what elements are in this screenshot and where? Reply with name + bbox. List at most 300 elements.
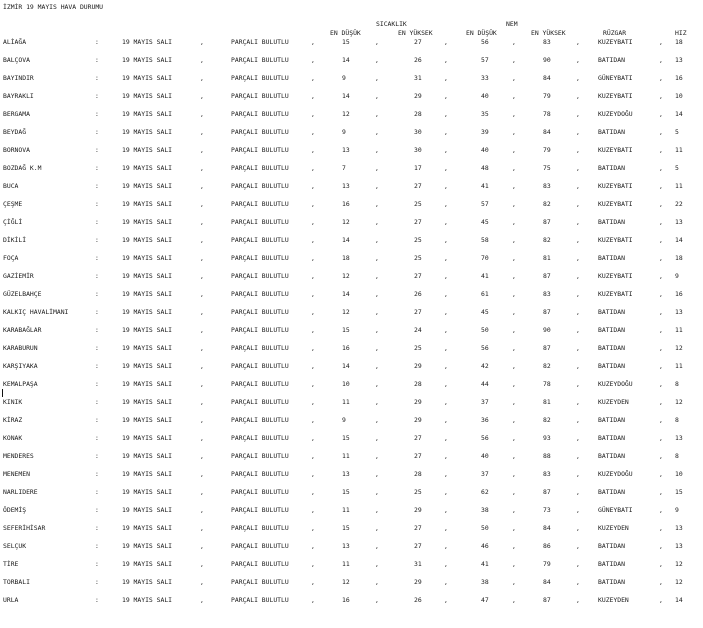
district-name: BOZDAĞ K.M (3, 164, 42, 172)
temp-min-cell: 13 (342, 542, 350, 550)
humidity-min-cell: 40 (481, 452, 489, 460)
comma-separator: , (311, 488, 315, 496)
temp-min-cell: 14 (342, 290, 350, 298)
colon-separator: : (95, 398, 99, 406)
temp-max-cell: 31 (414, 74, 422, 82)
comma-separator: , (444, 254, 448, 262)
comma-separator: , (512, 470, 516, 478)
comma-separator: , (311, 110, 315, 118)
comma-separator: , (311, 506, 315, 514)
comma-separator: , (375, 596, 379, 604)
temp-max-cell: 31 (414, 560, 422, 568)
humidity-max-cell: 79 (543, 560, 551, 568)
wind-direction-cell: KUZEYDEN (598, 398, 629, 406)
date-cell: 19 MAYIS SALI (122, 560, 173, 568)
comma-separator: , (200, 488, 204, 496)
wind-direction-cell: BATIDAN (598, 254, 625, 262)
temp-max-cell: 27 (414, 542, 422, 550)
temp-min-cell: 12 (342, 578, 350, 586)
comma-separator: , (375, 74, 379, 82)
table-row (0, 398, 703, 410)
temp-min-cell: 18 (342, 254, 350, 262)
comma-separator: , (375, 560, 379, 568)
temp-max-cell: 25 (414, 236, 422, 244)
table-row (0, 92, 703, 104)
colon-separator: : (95, 74, 99, 82)
table-row (0, 542, 703, 554)
comma-separator: , (311, 416, 315, 424)
wind-direction-cell: KUZEYDOĞU (598, 470, 633, 478)
temp-max-cell: 17 (414, 164, 422, 172)
district-name: BEYDAĞ (3, 128, 27, 136)
humidity-min-cell: 37 (481, 470, 489, 478)
colon-separator: : (95, 110, 99, 118)
wind-speed-cell: 12 (675, 560, 683, 568)
condition-cell: PARÇALI BULUTLU (231, 452, 289, 460)
comma-separator: , (444, 344, 448, 352)
comma-separator: , (311, 452, 315, 460)
comma-separator: , (200, 272, 204, 280)
comma-separator: , (375, 362, 379, 370)
humidity-min-cell: 61 (481, 290, 489, 298)
header-nem-en-dusuk: EN DÜŞÜK (466, 29, 497, 37)
humidity-max-cell: 81 (543, 398, 551, 406)
condition-cell: PARÇALI BULUTLU (231, 110, 289, 118)
table-row (0, 290, 703, 302)
wind-speed-cell: 13 (675, 434, 683, 442)
wind-direction-cell: GÜNEYBATI (598, 74, 633, 82)
comma-separator: , (576, 164, 580, 172)
humidity-min-cell: 38 (481, 506, 489, 514)
comma-separator: , (200, 38, 204, 46)
condition-cell: PARÇALI BULUTLU (231, 218, 289, 226)
temp-min-cell: 16 (342, 596, 350, 604)
district-name: KARABAĞLAR (3, 326, 42, 334)
wind-speed-cell: 11 (675, 362, 683, 370)
wind-speed-cell: 18 (675, 38, 683, 46)
comma-separator: , (375, 200, 379, 208)
wind-direction-cell: KUZEYBATI (598, 272, 633, 280)
wind-direction-cell: BATIDAN (598, 488, 625, 496)
temp-min-cell: 14 (342, 236, 350, 244)
comma-separator: , (200, 452, 204, 460)
comma-separator: , (200, 380, 204, 388)
condition-cell: PARÇALI BULUTLU (231, 506, 289, 514)
temp-max-cell: 27 (414, 524, 422, 532)
comma-separator: , (512, 236, 516, 244)
humidity-max-cell: 82 (543, 416, 551, 424)
comma-separator: , (311, 74, 315, 82)
humidity-min-cell: 45 (481, 218, 489, 226)
wind-direction-cell: KUZEYBATI (598, 290, 633, 298)
comma-separator: , (576, 326, 580, 334)
district-name: BUCA (3, 182, 19, 190)
district-name: GAZİEMİR (3, 272, 34, 280)
comma-separator: , (576, 254, 580, 262)
comma-separator: , (444, 290, 448, 298)
humidity-min-cell: 50 (481, 524, 489, 532)
wind-direction-cell: KUZEYBATI (598, 92, 633, 100)
wind-direction-cell: KUZEYDEN (598, 596, 629, 604)
table-row (0, 128, 703, 140)
comma-separator: , (512, 74, 516, 82)
humidity-min-cell: 56 (481, 38, 489, 46)
colon-separator: : (95, 200, 99, 208)
table-row (0, 200, 703, 212)
comma-separator: , (659, 308, 663, 316)
comma-separator: , (512, 56, 516, 64)
district-name: NARLIDERE (3, 488, 38, 496)
comma-separator: , (512, 308, 516, 316)
temp-min-cell: 12 (342, 218, 350, 226)
comma-separator: , (311, 218, 315, 226)
temp-min-cell: 12 (342, 272, 350, 280)
humidity-max-cell: 88 (543, 452, 551, 460)
humidity-max-cell: 78 (543, 110, 551, 118)
date-cell: 19 MAYIS SALI (122, 254, 173, 262)
comma-separator: , (512, 110, 516, 118)
comma-separator: , (576, 236, 580, 244)
humidity-min-cell: 38 (481, 578, 489, 586)
temp-max-cell: 26 (414, 56, 422, 64)
temp-max-cell: 27 (414, 182, 422, 190)
district-name: MENEMEN (3, 470, 30, 478)
humidity-max-cell: 90 (543, 326, 551, 334)
comma-separator: , (200, 236, 204, 244)
comma-separator: , (659, 398, 663, 406)
comma-separator: , (444, 74, 448, 82)
district-name: KEMALPAŞA (3, 380, 38, 388)
comma-separator: , (311, 92, 315, 100)
humidity-min-cell: 56 (481, 344, 489, 352)
district-name: KARŞIYAKA (3, 362, 38, 370)
wind-direction-cell: KUZEYBATI (598, 146, 633, 154)
comma-separator: , (311, 164, 315, 172)
comma-separator: , (512, 290, 516, 298)
comma-separator: , (375, 398, 379, 406)
temp-min-cell: 11 (342, 506, 350, 514)
comma-separator: , (444, 56, 448, 64)
comma-separator: , (200, 560, 204, 568)
comma-separator: , (659, 542, 663, 550)
temp-min-cell: 12 (342, 308, 350, 316)
comma-separator: , (311, 236, 315, 244)
comma-separator: , (444, 236, 448, 244)
district-name: MENDERES (3, 452, 34, 460)
comma-separator: , (576, 578, 580, 586)
date-cell: 19 MAYIS SALI (122, 380, 173, 388)
temp-max-cell: 25 (414, 488, 422, 496)
colon-separator: : (95, 182, 99, 190)
comma-separator: , (444, 470, 448, 478)
condition-cell: PARÇALI BULUTLU (231, 398, 289, 406)
colon-separator: : (95, 488, 99, 496)
comma-separator: , (576, 452, 580, 460)
comma-separator: , (311, 56, 315, 64)
comma-separator: , (512, 542, 516, 550)
date-cell: 19 MAYIS SALI (122, 488, 173, 496)
comma-separator: , (576, 38, 580, 46)
wind-direction-cell: BATIDAN (598, 308, 625, 316)
table-row (0, 218, 703, 230)
comma-separator: , (311, 596, 315, 604)
colon-separator: : (95, 452, 99, 460)
temp-min-cell: 16 (342, 344, 350, 352)
comma-separator: , (444, 182, 448, 190)
date-cell: 19 MAYIS SALI (122, 470, 173, 478)
comma-separator: , (659, 218, 663, 226)
condition-cell: PARÇALI BULUTLU (231, 38, 289, 46)
table-row (0, 344, 703, 356)
comma-separator: , (444, 506, 448, 514)
comma-separator: , (659, 452, 663, 460)
temp-min-cell: 15 (342, 488, 350, 496)
comma-separator: , (512, 92, 516, 100)
wind-speed-cell: 5 (675, 128, 679, 136)
date-cell: 19 MAYIS SALI (122, 74, 173, 82)
colon-separator: : (95, 524, 99, 532)
comma-separator: , (659, 596, 663, 604)
temp-max-cell: 25 (414, 344, 422, 352)
comma-separator: , (444, 200, 448, 208)
condition-cell: PARÇALI BULUTLU (231, 488, 289, 496)
header-sicaklik: SICAKLIK (376, 20, 407, 28)
table-row (0, 110, 703, 122)
date-cell: 19 MAYIS SALI (122, 182, 173, 190)
comma-separator: , (375, 578, 379, 586)
condition-cell: PARÇALI BULUTLU (231, 146, 289, 154)
comma-separator: , (375, 182, 379, 190)
comma-separator: , (576, 308, 580, 316)
temp-min-cell: 16 (342, 200, 350, 208)
comma-separator: , (311, 434, 315, 442)
comma-separator: , (444, 38, 448, 46)
temp-max-cell: 29 (414, 506, 422, 514)
humidity-min-cell: 45 (481, 308, 489, 316)
comma-separator: , (444, 416, 448, 424)
humidity-max-cell: 82 (543, 200, 551, 208)
comma-separator: , (659, 344, 663, 352)
comma-separator: , (375, 380, 379, 388)
wind-direction-cell: KUZEYBATI (598, 38, 633, 46)
date-cell: 19 MAYIS SALI (122, 434, 173, 442)
wind-speed-cell: 13 (675, 542, 683, 550)
temp-min-cell: 15 (342, 434, 350, 442)
comma-separator: , (659, 146, 663, 154)
comma-separator: , (512, 434, 516, 442)
district-name: GÜZELBAHÇE (3, 290, 42, 298)
comma-separator: , (444, 398, 448, 406)
comma-separator: , (659, 200, 663, 208)
temp-max-cell: 26 (414, 290, 422, 298)
wind-direction-cell: BATIDAN (598, 560, 625, 568)
comma-separator: , (576, 506, 580, 514)
comma-separator: , (311, 578, 315, 586)
comma-separator: , (444, 326, 448, 334)
temp-min-cell: 10 (342, 380, 350, 388)
comma-separator: , (375, 470, 379, 478)
comma-separator: , (375, 290, 379, 298)
temp-min-cell: 13 (342, 146, 350, 154)
temp-min-cell: 11 (342, 398, 350, 406)
comma-separator: , (375, 524, 379, 532)
condition-cell: PARÇALI BULUTLU (231, 92, 289, 100)
wind-direction-cell: KUZEYDEN (598, 524, 629, 532)
comma-separator: , (311, 38, 315, 46)
comma-separator: , (512, 416, 516, 424)
colon-separator: : (95, 290, 99, 298)
comma-separator: , (659, 164, 663, 172)
comma-separator: , (512, 182, 516, 190)
comma-separator: , (659, 578, 663, 586)
colon-separator: : (95, 92, 99, 100)
condition-cell: PARÇALI BULUTLU (231, 344, 289, 352)
comma-separator: , (659, 290, 663, 298)
wind-direction-cell: KUZEYBATI (598, 236, 633, 244)
temp-max-cell: 25 (414, 254, 422, 262)
comma-separator: , (444, 272, 448, 280)
table-row (0, 470, 703, 482)
date-cell: 19 MAYIS SALI (122, 92, 173, 100)
wind-speed-cell: 8 (675, 452, 679, 460)
district-name: SELÇUK (3, 542, 27, 550)
comma-separator: , (200, 128, 204, 136)
comma-separator: , (375, 56, 379, 64)
wind-direction-cell: BATIDAN (598, 218, 625, 226)
comma-separator: , (375, 236, 379, 244)
comma-separator: , (512, 380, 516, 388)
condition-cell: PARÇALI BULUTLU (231, 254, 289, 262)
humidity-min-cell: 46 (481, 542, 489, 550)
wind-speed-cell: 13 (675, 56, 683, 64)
comma-separator: , (444, 128, 448, 136)
wind-direction-cell: KUZEYBATI (598, 200, 633, 208)
comma-separator: , (576, 56, 580, 64)
wind-speed-cell: 9 (675, 272, 679, 280)
comma-separator: , (659, 74, 663, 82)
district-name: BAYRAKLI (3, 92, 34, 100)
comma-separator: , (576, 272, 580, 280)
temp-min-cell: 11 (342, 560, 350, 568)
wind-direction-cell: BATIDAN (598, 452, 625, 460)
comma-separator: , (311, 380, 315, 388)
date-cell: 19 MAYIS SALI (122, 290, 173, 298)
colon-separator: : (95, 344, 99, 352)
comma-separator: , (375, 344, 379, 352)
comma-separator: , (375, 308, 379, 316)
comma-separator: , (444, 362, 448, 370)
district-name: FOÇA (3, 254, 19, 262)
comma-separator: , (659, 506, 663, 514)
comma-separator: , (200, 362, 204, 370)
colon-separator: : (95, 560, 99, 568)
humidity-max-cell: 81 (543, 254, 551, 262)
condition-cell: PARÇALI BULUTLU (231, 272, 289, 280)
wind-direction-cell: BATIDAN (598, 578, 625, 586)
comma-separator: , (444, 380, 448, 388)
colon-separator: : (95, 326, 99, 334)
comma-separator: , (512, 488, 516, 496)
condition-cell: PARÇALI BULUTLU (231, 560, 289, 568)
comma-separator: , (659, 182, 663, 190)
wind-speed-cell: 8 (675, 416, 679, 424)
comma-separator: , (444, 110, 448, 118)
humidity-min-cell: 50 (481, 326, 489, 334)
comma-separator: , (311, 470, 315, 478)
comma-separator: , (200, 146, 204, 154)
table-row (0, 326, 703, 338)
humidity-max-cell: 87 (543, 344, 551, 352)
condition-cell: PARÇALI BULUTLU (231, 380, 289, 388)
comma-separator: , (659, 434, 663, 442)
wind-speed-cell: 12 (675, 578, 683, 586)
table-row (0, 488, 703, 500)
comma-separator: , (200, 308, 204, 316)
table-row (0, 74, 703, 86)
temp-max-cell: 25 (414, 200, 422, 208)
colon-separator: : (95, 470, 99, 478)
comma-separator: , (444, 578, 448, 586)
comma-separator: , (375, 416, 379, 424)
condition-cell: PARÇALI BULUTLU (231, 290, 289, 298)
comma-separator: , (311, 362, 315, 370)
comma-separator: , (200, 164, 204, 172)
comma-separator: , (444, 542, 448, 550)
humidity-min-cell: 40 (481, 92, 489, 100)
humidity-max-cell: 90 (543, 56, 551, 64)
comma-separator: , (576, 146, 580, 154)
table-row (0, 596, 703, 608)
wind-direction-cell: BATIDAN (598, 434, 625, 442)
wind-direction-cell: GÜNEYBATI (598, 506, 633, 514)
district-name: TORBALI (3, 578, 30, 586)
comma-separator: , (444, 560, 448, 568)
comma-separator: , (512, 326, 516, 334)
comma-separator: , (512, 38, 516, 46)
comma-separator: , (444, 146, 448, 154)
comma-separator: , (659, 524, 663, 532)
date-cell: 19 MAYIS SALI (122, 416, 173, 424)
wind-speed-cell: 9 (675, 506, 679, 514)
comma-separator: , (512, 200, 516, 208)
comma-separator: , (311, 254, 315, 262)
comma-separator: , (659, 236, 663, 244)
comma-separator: , (659, 326, 663, 334)
temp-min-cell: 7 (342, 164, 346, 172)
district-name: URLA (3, 596, 19, 604)
comma-separator: , (375, 164, 379, 172)
humidity-min-cell: 56 (481, 434, 489, 442)
condition-cell: PARÇALI BULUTLU (231, 74, 289, 82)
temp-max-cell: 29 (414, 416, 422, 424)
temp-max-cell: 27 (414, 38, 422, 46)
comma-separator: , (576, 470, 580, 478)
humidity-max-cell: 84 (543, 524, 551, 532)
temp-min-cell: 15 (342, 524, 350, 532)
comma-separator: , (659, 56, 663, 64)
comma-separator: , (512, 272, 516, 280)
comma-separator: , (311, 200, 315, 208)
colon-separator: : (95, 218, 99, 226)
temp-max-cell: 28 (414, 110, 422, 118)
wind-speed-cell: 13 (675, 308, 683, 316)
comma-separator: , (512, 524, 516, 532)
wind-speed-cell: 13 (675, 218, 683, 226)
date-cell: 19 MAYIS SALI (122, 398, 173, 406)
temp-min-cell: 9 (342, 128, 346, 136)
condition-cell: PARÇALI BULUTLU (231, 524, 289, 532)
table-row (0, 164, 703, 176)
